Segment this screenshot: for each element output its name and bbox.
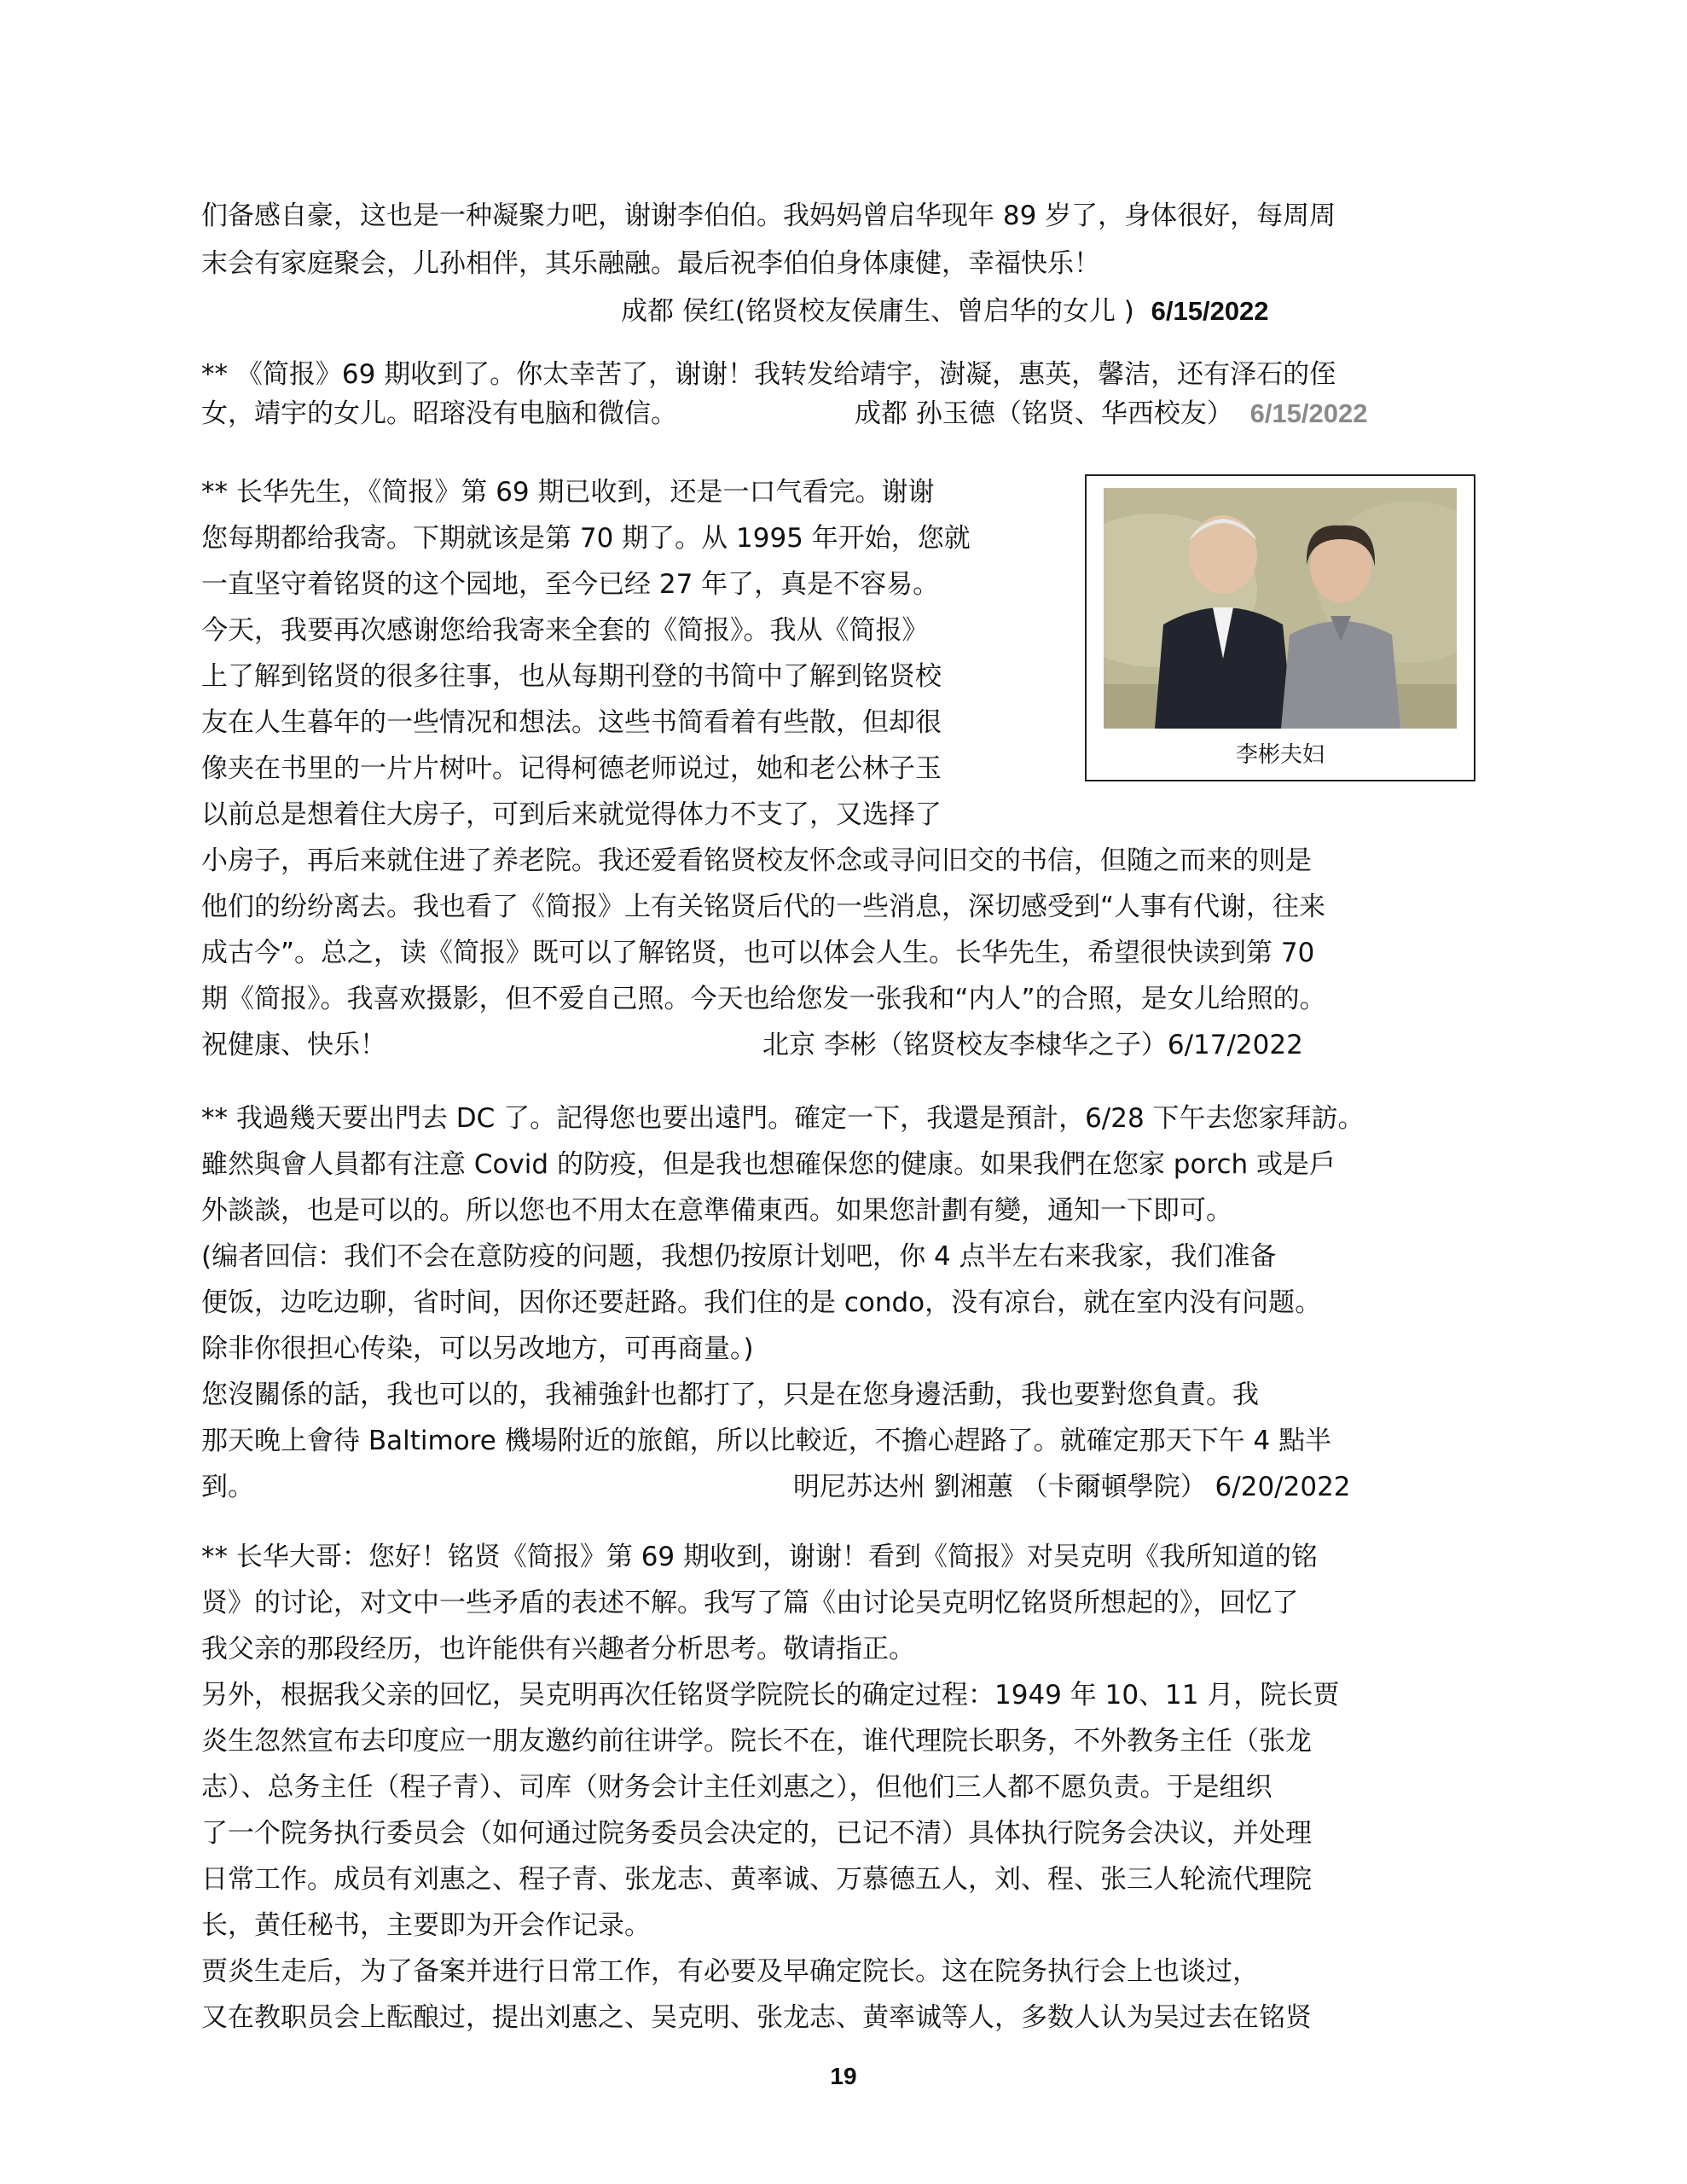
photo-caption: 李彬夫妇 <box>1235 742 1325 768</box>
letter1-signature: 成都 侯红(铭贤校友侯庸生、曾启华的女儿 ) <box>621 296 1134 327</box>
couple-photo <box>1104 488 1457 729</box>
photo-frame <box>1085 474 1475 781</box>
letter5-line2: 贤》的讨论，对文中一些矛盾的表述不解。我写了篇《由讨论吴克明忆铭贤所想起的》，回忆了 <box>201 1588 1299 1618</box>
page-number: 19 <box>830 2063 857 2089</box>
letter3-line3: 一直坚守着铭贤的这个园地，至今已经 27 年了，真是不容易。 <box>201 569 940 600</box>
letter5-line4: 另外，根据我父亲的回忆，吴克明再次任铭贤学院院长的确定过程：1949 年 10、11 月，院长贾 <box>201 1680 1340 1711</box>
letter3-line13: 祝健康、快乐！ <box>201 1030 386 1060</box>
letter1-signature-line <box>621 288 1516 334</box>
letter3-signature: 北京 李彬（铭贤校友李棣华之子）6/17/2022 <box>762 1030 1303 1060</box>
letter5-line1: ** 长华大哥：您好！铭贤《简报》第 69 期收到，谢谢！看到《简报》对吴克明《我所知道的铭 <box>201 1542 1319 1572</box>
letter1-line2: 末会有家庭聚会，儿孙相伴，其乐融融。最后祝李伯伯身体康健，幸福快乐！ <box>201 248 1100 279</box>
letter4-line9: 到。 <box>201 1472 254 1502</box>
letter2-signature: 成都 孙玉德（铭贤、华西校友） <box>855 398 1233 429</box>
letter3-line4: 今天，我要再次感谢您给我寄来全套的《简报》。我从《简报》 <box>201 615 929 646</box>
letter4-line4: (编者回信：我们不会在意防疫的问题，我想仍按原计划吧，你 4 点半左右来我家，我们准备 <box>201 1241 1277 1272</box>
letter3-line7: 像夹在书里的一片片树叶。记得柯德老师说过，她和老公林子玉 <box>201 753 942 784</box>
letter3-line6: 友在人生暮年的一些情况和想法。这些书简看着有些散，但却很 <box>201 707 942 738</box>
letter4-line6: 除非你很担心传染，可以另改地方，可再商量。) <box>201 1333 754 1364</box>
letter3-line12: 期《简报》。我喜欢摄影，但不爱自己照。今天也给您发一张我和“内人”的合照，是女儿给照的。 <box>201 984 1326 1014</box>
letter5-line9: 长，黄任秘书，主要即为开会作记录。 <box>201 1910 651 1941</box>
letter1-line1: 们备感自豪，这也是一种凝聚力吧，谢谢李伯伯。我妈妈曾启华现年 89 岁了，身体很好，每周周 <box>201 200 1336 231</box>
letter2-line1: ** 《简报》69 期收到了。你太幸苦了，谢谢！我转发给靖宇，澍凝，惠英，馨洁，还有泽石的侄 <box>201 359 1336 390</box>
letter4-signature: 明尼苏达州 劉湘蕙 （卡爾頓學院） 6/20/2022 <box>793 1472 1351 1502</box>
letter5-line10: 贾炎生走后，为了备案并进行日常工作，有必要及早确定院长。这在院务执行会上也谈过， <box>201 1956 1259 1987</box>
letter4-line2: 雖然與會人員都有注意 Covid 的防疫，但是我也想確保您的健康。如果我們在您家 porch 或是戶 <box>201 1149 1336 1180</box>
letter5-line7: 了一个院务执行委员会（如何通过院务委员会决定的，已记不清）具体执行院务会决议，并处理 <box>201 1818 1312 1849</box>
letter1-date: 6/15/2022 <box>1151 296 1269 326</box>
letter5-line6: 志）、总务主任（程子青）、司库（财务会计主任刘惠之），但他们三人都不愿负责。于是组织 <box>201 1772 1272 1803</box>
letter2-line2: 女，靖宇的女儿。昭瑢没有电脑和微信。 <box>201 398 677 429</box>
letter3-line8: 以前总是想着住大房子，可到后来就觉得体力不支了，又选择了 <box>201 799 942 830</box>
letter4-line3: 外談談，也是可以的。所以您也不用太在意準備東西。如果您計劃有變，通知一下即可。 <box>201 1195 1232 1226</box>
letter3-line9: 小房子，再后来就住进了养老院。我还爱看铭贤校友怀念或寻问旧交的书信，但随之而来的则是 <box>201 845 1312 876</box>
letter3-line10: 他们的纷纷离去。我也看了《简报》上有关铭贤后代的一些消息，深切感受到“人事有代谢，往来 <box>201 892 1326 922</box>
letter5-line5: 炎生忽然宣布去印度应一朋友邀约前往讲学。院长不在，谁代理院长职务，不外教务主任（张龙 <box>201 1726 1312 1757</box>
letter5-line11: 又在教职员会上酝酿过，提出刘惠之、吴克明、张龙志、黄率诚等人，多数人认为吴过去在铭贤 <box>201 2002 1312 2033</box>
couple-photo-illustration <box>1104 488 1457 729</box>
letter3-line5: 上了解到铭贤的很多往事，也从每期刊登的书简中了解到铭贤校 <box>201 661 942 692</box>
letter3-line2: 您每期都给我寄。下期就该是第 70 期了。从 1995 年开始，您就 <box>201 523 971 554</box>
letter2-date: 6/15/2022 <box>1249 398 1368 428</box>
letter2-signature-line <box>855 391 1520 437</box>
letter4-line5: 便饭，边吃边聊，省时间，因你还要赶路。我们住的是 condo，没有凉台，就在室内没有问题。 <box>201 1287 1322 1318</box>
letter3-line1: ** 长华先生，《简报》第 69 期已收到，还是一口气看完。谢谢 <box>201 477 935 508</box>
letter3-line11: 成古今”。总之，读《简报》既可以了解铭贤，也可以体会人生。长华先生，希望很快读到第 70 <box>201 938 1315 968</box>
letter5-line8: 日常工作。成员有刘惠之、程子青、张龙志、黄率诚、万慕德五人，刘、程、张三人轮流代理院 <box>201 1864 1312 1895</box>
letter5-line3: 我父亲的那段经历，也许能供有兴趣者分析思考。敬请指正。 <box>201 1634 915 1664</box>
letter4-line8: 那天晚上會待 Baltimore 機場附近的旅館，所以比較近，不擔心趕路了。就確定那天下午 4 點半 <box>201 1426 1332 1456</box>
letter4-line7: 您沒關係的話，我也可以的，我補強針也都打了，只是在您身邊活動，我也要對您負責。我 <box>201 1380 1259 1410</box>
letter4-line1: ** 我過幾天要出門去 DC 了。記得您也要出遠門。確定一下，我還是預計，6/28 下午去您家拜訪。 <box>201 1103 1365 1134</box>
